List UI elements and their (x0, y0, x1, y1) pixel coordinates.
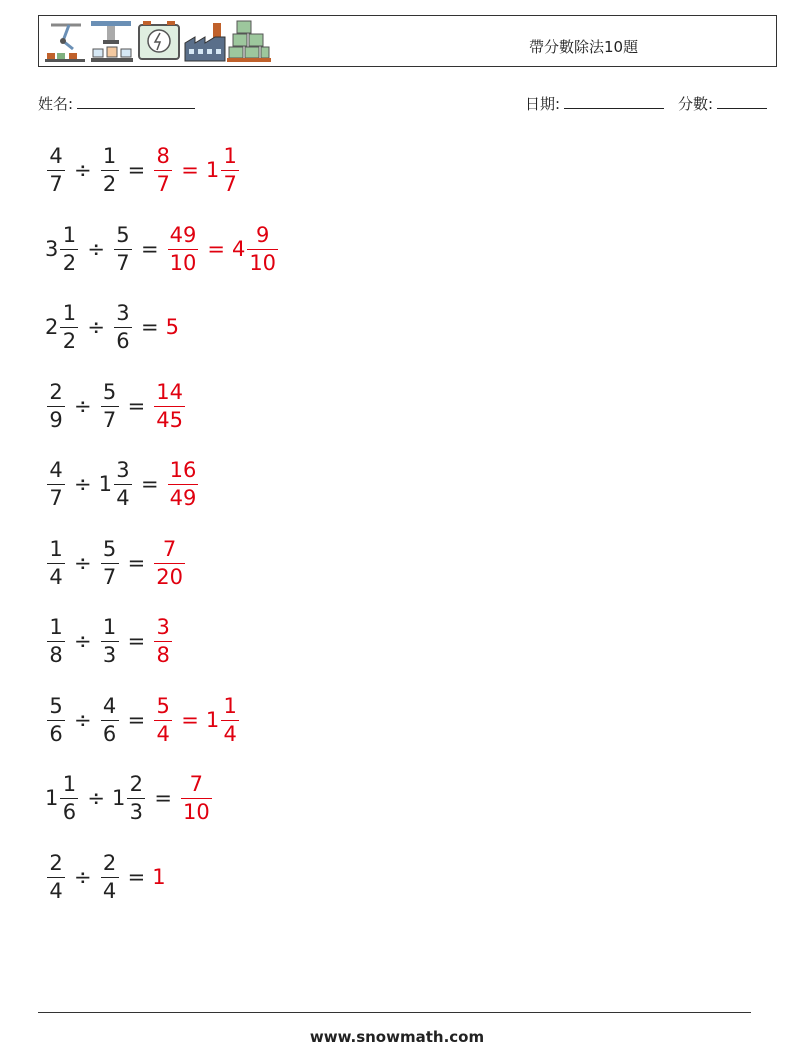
answer (152, 693, 241, 746)
score-blank (717, 94, 767, 109)
whole-number: 1 (205, 158, 220, 182)
date-blank (564, 94, 664, 109)
divide-sign: ÷ (74, 394, 92, 418)
numerator: 4 (49, 457, 63, 482)
answer-value (231, 222, 280, 275)
answer (152, 536, 187, 589)
fraction (101, 614, 119, 667)
dividend (45, 614, 67, 667)
fraction (47, 379, 65, 432)
problem-row (45, 611, 174, 671)
denominator: 6 (47, 720, 65, 745)
footer-url: www.snowmath.com (309, 1028, 485, 1046)
denominator: 8 (154, 641, 172, 666)
denominator: 4 (101, 877, 119, 902)
divisor (99, 850, 121, 903)
answer (152, 614, 174, 667)
fraction (47, 850, 65, 903)
divide-sign: ÷ (87, 315, 105, 339)
answer (179, 771, 214, 824)
answer-value (152, 143, 174, 196)
numerator: 5 (49, 693, 63, 718)
answer-value (152, 693, 174, 746)
denominator: 7 (47, 484, 65, 509)
fraction (60, 771, 78, 824)
fraction (47, 693, 65, 746)
fraction (60, 300, 78, 353)
denominator: 4 (114, 484, 132, 509)
denominator: 2 (60, 249, 78, 274)
dividend (45, 222, 80, 275)
fraction (168, 457, 199, 510)
equals-sign: = (127, 158, 146, 182)
whole-number: 1 (205, 708, 220, 732)
numerator: 7 (189, 771, 204, 796)
whole-number: 5 (165, 315, 179, 339)
numerator: 3 (116, 300, 130, 325)
dividend (45, 536, 67, 589)
whole-number: 3 (45, 237, 59, 261)
crates-pallet-icon (227, 21, 271, 62)
dividend (45, 457, 67, 510)
answer-value (166, 315, 179, 339)
whole-number: 2 (45, 315, 59, 339)
numerator: 5 (116, 222, 130, 247)
equals-sign: = (127, 865, 146, 889)
header-icons (43, 19, 271, 63)
numerator: 5 (102, 379, 117, 404)
numerator: 4 (102, 693, 117, 718)
equals-sign: = (140, 472, 159, 496)
numerator: 14 (156, 379, 183, 404)
problem-row (45, 533, 187, 593)
numerator: 5 (102, 536, 117, 561)
problem-row (45, 690, 241, 750)
divide-sign: ÷ (74, 158, 92, 182)
denominator: 45 (156, 407, 183, 432)
denominator: 2 (60, 327, 78, 352)
fraction (101, 693, 119, 746)
score-field (678, 93, 767, 114)
fraction (60, 222, 78, 275)
answer-value (205, 143, 241, 196)
fraction (154, 536, 185, 589)
numerator: 1 (49, 536, 63, 561)
numerator: 2 (129, 771, 144, 796)
denominator: 7 (101, 406, 119, 431)
equals-sign: = (140, 315, 159, 339)
divide-sign: ÷ (87, 237, 105, 261)
fraction (221, 693, 239, 746)
name-field (38, 93, 195, 114)
fraction (168, 222, 199, 275)
denominator: 7 (154, 170, 172, 195)
divide-sign: ÷ (87, 786, 105, 810)
numerator: 1 (102, 143, 117, 168)
divisor (112, 300, 134, 353)
denominator: 6 (101, 720, 119, 745)
problem-row (45, 376, 187, 436)
denominator: 9 (47, 406, 65, 431)
answer-value (205, 693, 241, 746)
numerator: 16 (169, 457, 197, 482)
answer (152, 865, 165, 889)
factory-icon (185, 23, 225, 61)
answer (152, 379, 187, 432)
numerator: 1 (49, 614, 63, 639)
dividend (45, 379, 67, 432)
press-machine-icon (91, 21, 133, 62)
denominator: 10 (182, 799, 210, 824)
fraction (47, 457, 65, 510)
answer-value (152, 536, 187, 589)
numerator: 2 (49, 850, 63, 875)
numerator: 2 (102, 850, 117, 875)
score-label: 分數: (678, 95, 714, 113)
numerator: 1 (102, 614, 117, 639)
equals-sign: = (127, 394, 146, 418)
answer-value (152, 379, 187, 432)
problem-row (45, 219, 280, 279)
problem-row (45, 454, 200, 514)
answer (166, 457, 201, 510)
divisor (98, 457, 134, 510)
denominator: 7 (114, 249, 132, 274)
name-label: 姓名: (38, 95, 74, 113)
fraction (101, 850, 119, 903)
numerator: 1 (62, 771, 77, 796)
divisor (99, 143, 121, 196)
name-blank (77, 94, 195, 109)
denominator: 6 (114, 327, 132, 352)
fraction (221, 143, 239, 196)
problem-row (45, 847, 166, 907)
dividend (45, 693, 67, 746)
denominator: 4 (154, 720, 172, 745)
equals-sign: = (127, 629, 146, 653)
answer-value (166, 457, 201, 510)
problem-row (45, 297, 179, 357)
numerator: 5 (156, 693, 170, 718)
divisor (99, 693, 121, 746)
whole-number: 1 (111, 786, 126, 810)
answer (166, 222, 280, 275)
answer-value (152, 865, 165, 889)
date-field (525, 93, 664, 114)
answer-value (152, 614, 174, 667)
denominator: 7 (47, 170, 65, 195)
problem-row (45, 768, 214, 828)
denominator: 7 (101, 563, 119, 588)
footer-divider (38, 1012, 751, 1013)
denominator: 8 (47, 641, 65, 666)
numerator: 4 (49, 143, 63, 168)
numerator: 3 (156, 614, 170, 639)
answer (166, 315, 179, 339)
fraction (101, 536, 119, 589)
fraction (154, 143, 172, 196)
worksheet-title: 帶分數除法10題 (529, 38, 639, 56)
fraction (47, 143, 65, 196)
numerator: 1 (62, 222, 77, 247)
fraction (101, 143, 119, 196)
numerator: 1 (223, 693, 237, 718)
numerator: 3 (116, 457, 130, 482)
divisor (99, 536, 121, 589)
equals-sign: = (181, 158, 199, 182)
divisor (99, 614, 121, 667)
answer-value (166, 222, 201, 275)
divisor (112, 222, 134, 275)
answer (152, 143, 241, 196)
equals-sign: = (140, 237, 159, 261)
divisor (99, 379, 121, 432)
equals-sign: = (154, 786, 172, 810)
whole-number: 1 (98, 472, 112, 496)
fraction (114, 222, 132, 275)
divide-sign: ÷ (74, 865, 92, 889)
divide-sign: ÷ (74, 472, 92, 496)
fraction (114, 300, 132, 353)
numerator: 1 (223, 143, 237, 168)
denominator: 4 (47, 563, 65, 588)
denominator: 6 (60, 798, 78, 823)
numerator: 49 (169, 222, 197, 247)
robot-arm-icon (45, 25, 85, 62)
numerator: 2 (49, 379, 63, 404)
equals-sign: = (207, 237, 225, 261)
fraction (114, 457, 132, 510)
fraction (47, 536, 65, 589)
whole-number: 4 (231, 237, 246, 261)
dividend (45, 300, 80, 353)
denominator: 2 (101, 170, 119, 195)
fraction (101, 379, 119, 432)
dividend (45, 771, 80, 824)
problem-row (45, 140, 241, 200)
dividend (45, 850, 67, 903)
equals-sign: = (127, 551, 146, 575)
equals-sign: = (181, 708, 199, 732)
fraction (154, 614, 172, 667)
numerator: 7 (162, 536, 177, 561)
worksheet-header (38, 15, 777, 67)
denominator: 10 (249, 250, 277, 275)
numerator: 9 (255, 222, 270, 247)
fraction (154, 693, 172, 746)
equals-sign: = (127, 708, 146, 732)
fraction (127, 771, 145, 824)
numerator: 8 (156, 143, 170, 168)
fraction (154, 379, 185, 432)
denominator: 3 (127, 798, 145, 823)
power-meter-icon (139, 21, 179, 59)
dividend (45, 143, 67, 196)
divide-sign: ÷ (74, 629, 92, 653)
whole-number: 1 (45, 786, 59, 810)
divide-sign: ÷ (74, 708, 92, 732)
denominator: 20 (156, 564, 183, 589)
whole-number: 1 (152, 865, 166, 889)
answer-value (179, 771, 214, 824)
date-label: 日期: (525, 95, 561, 113)
denominator: 49 (169, 485, 197, 510)
fraction (181, 771, 212, 824)
fraction (247, 222, 278, 275)
denominator: 3 (101, 641, 119, 666)
divide-sign: ÷ (74, 551, 92, 575)
denominator: 10 (169, 250, 197, 275)
divisor (111, 771, 147, 824)
denominator: 4 (221, 720, 239, 745)
denominator: 4 (47, 877, 65, 902)
fraction (47, 614, 65, 667)
numerator: 1 (62, 300, 77, 325)
denominator: 7 (221, 170, 239, 195)
